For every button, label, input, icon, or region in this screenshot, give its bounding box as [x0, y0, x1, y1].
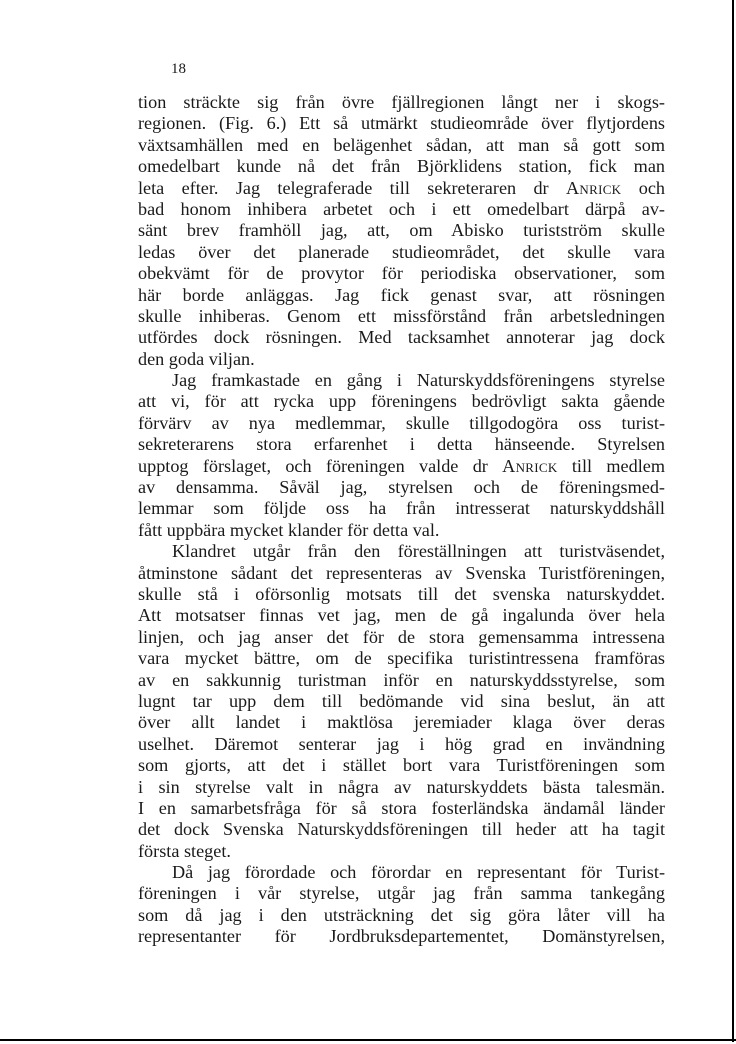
scan-border-bottom: [0, 1039, 736, 1041]
text-line: av densamma. Såväl jag, styrelsen och de föreningsmed-: [138, 477, 665, 498]
text-line: bad honom inhibera arbetet och i ett omedelbart därpå av-: [138, 198, 665, 219]
text-line: av en sakkunnig turistman inför en naturskyddsstyrelse, som: [138, 669, 665, 690]
text-line: lugnt tar upp dem till bedömande vid sina beslut, än att: [138, 690, 665, 711]
text-line: ledas över det planerade studieområdet, det skulle vara: [138, 241, 665, 262]
text-line: leta efter. Jag telegraferade till sekreteraren dr Anrick och: [138, 177, 665, 198]
text-line: som då jag i den utsträckning det sig göra låter vill ha: [138, 904, 665, 925]
text-line: förvärv av nya medlemmar, skulle tillgodogöra oss turist-: [138, 412, 665, 433]
text-line: upptog förslaget, och föreningen valde dr Anrick till medlem: [138, 455, 665, 476]
text-line: det dock Svenska Naturskyddsföreningen till heder att ha tagit: [138, 819, 665, 840]
text-line: skulle stå i oförsonlig motsats till det svenska naturskyddet.: [138, 583, 665, 604]
text-line: tion sträckte sig från övre fjällregionen långt ner i skogs-: [138, 92, 665, 112]
paragraph: [138, 370, 665, 541]
text-line: omedelbart kunde nå det från Björklidens station, fick man: [138, 156, 665, 177]
text-line: Jag framkastade en gång i Naturskyddsföreningens styrelse: [172, 370, 665, 391]
text-line: regionen. (Fig. 6.) Ett så utmärkt studieområde över flytjordens: [138, 113, 665, 134]
text-line: första steget.: [138, 840, 231, 861]
text-line: uselhet. Däremot senterar jag i hög grad en invändning: [138, 733, 665, 754]
text-line: skulle inhiberas. Genom ett missförstånd från arbetsledningen: [138, 305, 665, 326]
text-line: representanter för Jordbruksdepartementet, Domänstyrelsen,: [138, 926, 665, 947]
text-line: över allt landet i maktlösa jeremiader klaga över deras: [138, 712, 665, 733]
person-name: Anrick: [502, 455, 558, 476]
text-line: linjen, och jag anser det för de stora gemensamma intressena: [138, 626, 665, 647]
text-line: utfördes dock rösningen. Med tacksamhet annoterar jag dock: [138, 327, 665, 348]
text-line: sänt brev framhöll jag, att, om Abisko turistström skulle: [138, 220, 665, 241]
paragraph: [138, 541, 665, 862]
text-line: föreningen i vår styrelse, utgår jag från samma tankegång: [138, 883, 665, 904]
text-line: den goda viljan.: [138, 348, 255, 369]
text-line: sekreterarens stora erfarenhet i detta hänseende. Styrelsen: [138, 434, 665, 455]
page-number: 18: [171, 61, 186, 77]
paragraph: [138, 862, 665, 948]
text-line: I en samarbetsfråga för så stora fosterländska ändamål länder: [138, 797, 665, 818]
text-line: att vi, för att rycka upp föreningens bedrövligt sakta gående: [138, 391, 665, 412]
person-name: Anrick: [565, 177, 622, 198]
text-line: växtsamhällen med en belägenhet sådan, att man så gott som: [138, 134, 665, 155]
text-line: här borde anläggas. Jag fick genast svar, att rösningen: [138, 284, 665, 305]
text-line: åtminstone sådant det representeras av Svenska Turistföreningen,: [138, 562, 665, 583]
text-line: fått uppbära mycket klander för detta val.: [138, 519, 440, 540]
text-line: Klandret utgår från den föreställningen att turistväsendet,: [172, 541, 665, 562]
text-line: som gjorts, att det i stället bort vara Turistföreningen som: [138, 755, 665, 776]
text-line: Då jag förordade och förordar en representant för Turist-: [172, 862, 665, 883]
text-line: i sin styrelse valt in några av naturskyddets bästa talesmän.: [138, 776, 665, 797]
text-line: obekvämt för de provytor för periodiska observationer, som: [138, 263, 665, 284]
text-line: lemmar som följde oss ha från intresserat naturskyddshåll: [138, 498, 665, 519]
text-line: vara mycket bättre, om de specifika turistintressena framföras: [138, 648, 665, 669]
paragraph: [138, 92, 665, 370]
body-text: [138, 92, 665, 948]
text-line: Att motsatser finnas vet jag, men de gå ingalunda över hela: [138, 605, 665, 626]
scan-border-right: [732, 0, 734, 1042]
